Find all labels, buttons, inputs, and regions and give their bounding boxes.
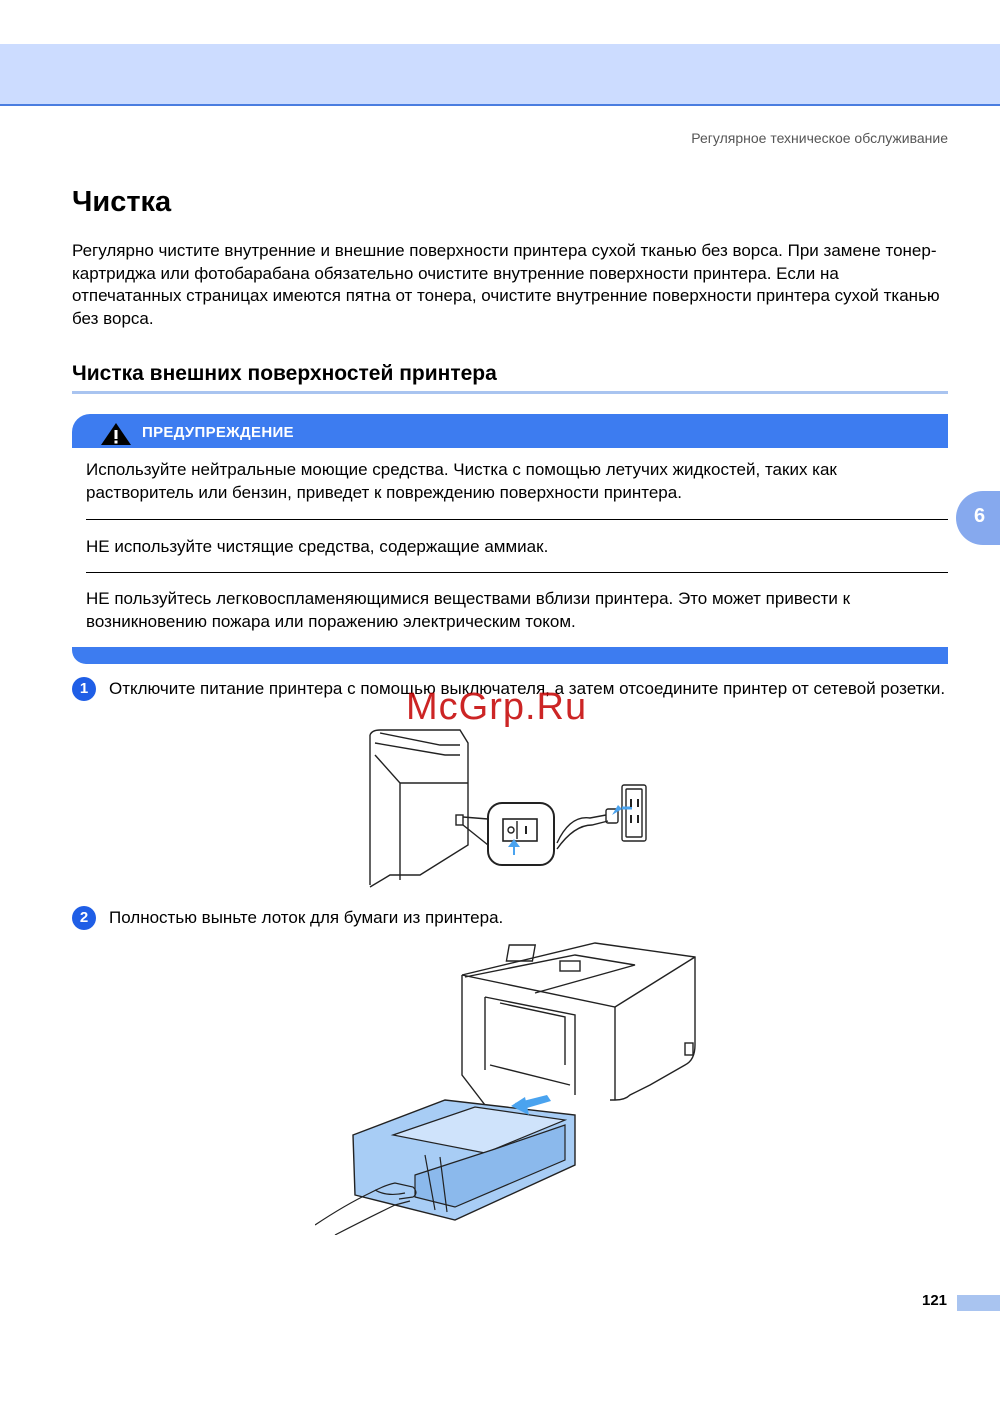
warning-item: Используйте нейтральные моющие средства. Чистка с помощью летучих жидкостей, таких как растворитель или бензин, приведет к повреждению поверхности принтера. (86, 460, 837, 502)
warning-icon (100, 422, 132, 446)
warning-divider (86, 572, 948, 573)
top-band (0, 44, 1000, 106)
step-text: Отключите питание принтера с помощью выключателя, а затем отсоедините принтер от сетевой розетки. (109, 679, 946, 698)
page-number: 121 (922, 1292, 948, 1309)
power-switch-illustration (360, 725, 670, 895)
warning-divider (86, 519, 948, 520)
warning-item: НЕ используйте чистящие средства, содержащие аммиак. (86, 537, 549, 556)
warning-item: НЕ пользуйтесь легковоспламеняющимися веществами вблизи принтера. Это может привести к возникновению пожара или поражению электрическим током. (86, 589, 851, 631)
step-number: 2 (72, 906, 96, 930)
warning-label: ПРЕДУПРЕЖДЕНИЕ (142, 424, 294, 441)
page-title: Чистка (72, 186, 172, 218)
step-number: 1 (72, 677, 96, 701)
watermark: McGrp.Ru (406, 686, 588, 728)
chapter-tab (956, 491, 1000, 545)
paper-tray-illustration (315, 935, 705, 1235)
section-rule (72, 391, 948, 394)
chapter-number: 6 (974, 505, 986, 527)
section-title: Чистка внешних поверхностей принтера (72, 362, 497, 385)
warning-footer (72, 647, 948, 664)
running-header: Регулярное техническое обслуживание (691, 130, 948, 146)
page-tab (957, 1295, 1000, 1311)
intro-paragraph: Регулярно чистите внутренние и внешние поверхности принтера сухой тканью без ворса. При замене тонер-картриджа или фотобарабана обязательно очистите внутренние поверхности принтера. Если на отпечатанных страницах имеются пятна от тонера, очистите внутренние поверхности принтера сухой тканью без ворса. (72, 241, 940, 328)
step-text: Полностью выньте лоток для бумаги из принтера. (109, 908, 504, 927)
